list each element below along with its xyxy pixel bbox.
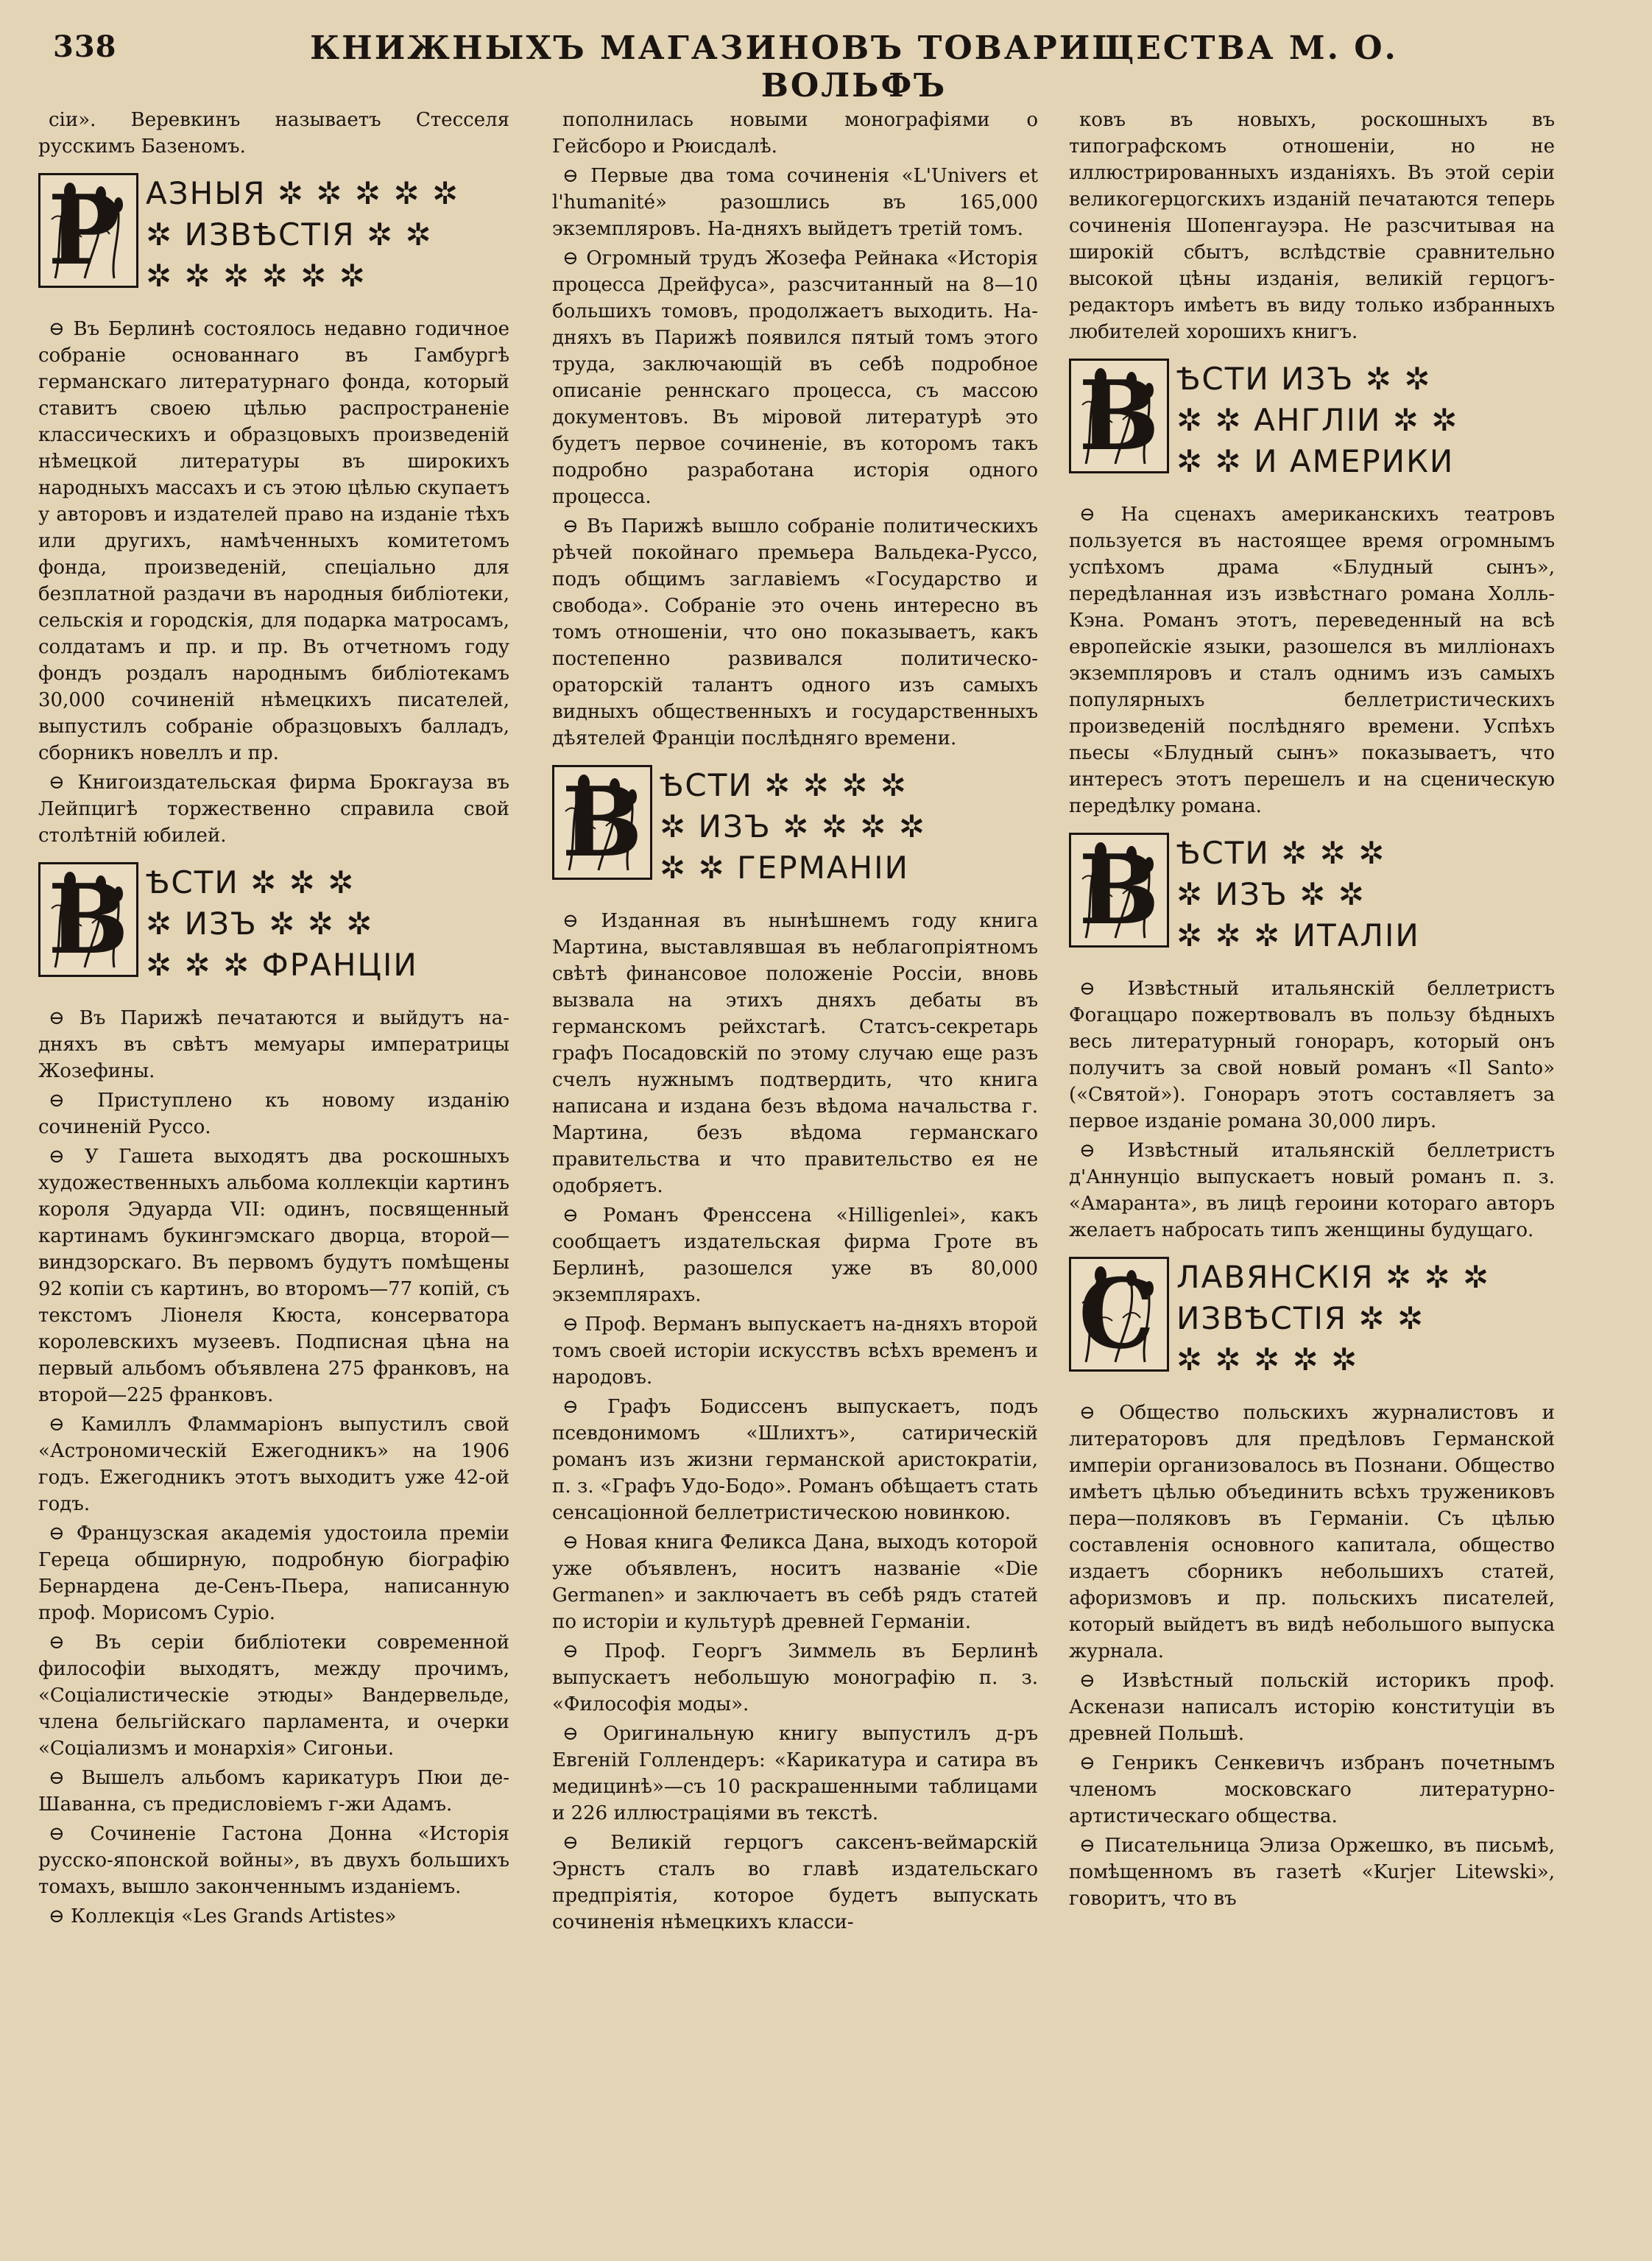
article-paragraph: ковъ въ новыхъ, роскошныхъ въ типографскомъ отношеніи, но не иллюстрированныхъ изданіяхъ. Въ этой серіи великогерцогскихъ изданій печатаются теперь сочиненія Шопенгауэра. Не разсчитывая на широкій сбытъ, вслѣдствіе сравнительно высокой цѣны изданія, великій герцогъ-редакторъ имѣетъ въ виду только избранныхъ любителей хорошихъ книгъ.	[1069, 109, 1555, 343]
heading-line: ✲ ✲ ГЕРМАНІИ	[660, 850, 909, 886]
article-paragraph: ⊖ У Гашета выходятъ два роскошныхъ художественныхъ альбома коллекціи картинъ короля Эдуарда VII: одинъ, посвященный картинамъ букингэмскаго дворца, второй—виндзорскаго. Въ первомъ будутъ помѣщены 92 копіи съ картинъ, во второмъ—77 копій, съ текстомъ Ліонеля Кюста, консерватора королевскихъ музеевъ. Подписная цѣна на первый альбомъ объявлена 275 франковъ, на второй—225 франковъ.	[38, 1146, 509, 1406]
article-paragraph: ⊖ Въ Берлинѣ состоялось недавно годичное собраніе основаннаго въ Гамбургѣ германскаго литературнаго фонда, который ставитъ своею цѣлью распространеніе классическихъ и образцовыхъ произведеній нѣмецкой литературы въ широкихъ народныхъ массахъ и съ этою цѣлью скупаетъ у авторовъ и издателей право на изданіе тѣхъ или другихъ, намѣченныхъ комитетомъ фонда, произведеній, спеціально для безплатной раздачи въ народныя библіотеки, сельскія и городскія, для подарка матросамъ, солдатамъ и пр. и пр. Въ отчетномъ году фондъ роздалъ народнымъ библіотекамъ 30,000 сочиненій нѣмецкихъ писателей, выпустилъ собраніе образцовыхъ балладъ, сборникъ новеллъ и пр.	[38, 318, 509, 764]
article-paragraph: ⊖ Вышелъ альбомъ карикатуръ Пюи де-Шаванна, съ предисловіемъ г-жи Адамъ.	[38, 1767, 509, 1816]
heading-line: ѢСТИ ✲ ✲ ✲ ✲	[660, 767, 908, 803]
column-2	[552, 107, 1038, 2242]
article-paragraph: ⊖ Огромный трудъ Жозефа Рейнака «Исторія процесса Дрейфуса», разсчитанный на 8—10 большихъ томовъ, продолжаетъ выходить. На-дняхъ въ Парижѣ появился пятый томъ этого труда, заключающій въ себѣ подробное описаніе реннскаго процесса, съ массою документовъ. Въ міровой литературѣ это будетъ первое сочиненіе, въ которомъ такъ подробно разработана исторія одного процесса.	[552, 247, 1038, 508]
article-paragraph: сіи». Веревкинъ называетъ Стесселя русскимъ Базеномъ.	[38, 109, 509, 158]
column-3	[1069, 107, 1555, 2242]
heading-line: ѢСТИ ✲ ✲ ✲	[1176, 835, 1386, 871]
article-paragraph: пополнилась новыми монографіями о Гейсборо и Рюисдалѣ.	[552, 109, 1038, 158]
section-heading	[1069, 359, 1555, 482]
section-heading	[38, 173, 509, 297]
article-paragraph: ⊖ Проф. Георгъ Зиммель въ Берлинѣ выпускаетъ небольшую монографію п. з. «Философія моды».	[552, 1640, 1038, 1715]
heading-line: ѢСТИ ИЗЪ ✲ ✲	[1176, 361, 1432, 397]
decorated-initial	[1069, 833, 1169, 948]
article-paragraph: ⊖ Изданная въ нынѣшнемъ году книга Мартина, выставлявшая въ неблагопріятномъ свѣтѣ финансовое положеніе Россіи, вновь вызвала на этихъ дняхъ дебаты въ германскомъ рейхстагѣ. Статсъ-секретарь графъ Посадовскій по этому случаю еще разъ счелъ нужнымъ подтвердить, что книга написана и издана безъ вѣдома начальства г. Мартина, безъ вѣдома германскаго правительства и что правительство ея не одобряетъ.	[552, 910, 1038, 1197]
initial-letter: В	[1079, 359, 1159, 472]
initial-letter: В	[1079, 833, 1159, 946]
page-number: 338	[53, 29, 117, 64]
decorated-initial	[552, 765, 652, 880]
decorated-initial	[1069, 1257, 1169, 1372]
article-paragraph: ⊖ Первые два тома сочиненія «L'Univers et l'humanité» разошлись въ 165,000 экземпляровъ. На-дняхъ выйдетъ третій томъ.	[552, 165, 1038, 240]
heading-line: ЛАВЯНСКІЯ ✲ ✲ ✲	[1176, 1259, 1491, 1295]
heading-line: АЗНЫЯ ✲ ✲ ✲ ✲ ✲	[146, 175, 460, 211]
heading-line: ✲ ИЗЪ ✲ ✲	[1176, 876, 1366, 912]
heading-line: ✲ ✲ АНГЛІИ ✲ ✲	[1176, 402, 1459, 438]
heading-line: ✲ ✲ ✲ ФРАНЦІИ	[146, 947, 418, 983]
section-heading	[1069, 833, 1555, 956]
decorated-initial	[38, 862, 138, 977]
article-paragraph: ⊖ Книгоиздательская фирма Брокгауза въ Лейпцигѣ торжественно справила свой столѣтній юбилей.	[38, 772, 509, 847]
initial-letter: С	[1079, 1258, 1155, 1370]
heading-line: ✲ ✲ ✲ ИТАЛІИ	[1176, 917, 1420, 953]
heading-lines	[1176, 833, 1555, 956]
article-paragraph: ⊖ Въ серіи библіотеки современной философіи выходятъ, между прочимъ, «Соціалистическіе этюды» Вандервельде, члена бельгійскаго парламента, и очерки «Соціализмъ и монархія» Сигоньи.	[38, 1632, 509, 1760]
heading-lines	[1176, 1257, 1555, 1380]
initial-letter: Р	[48, 174, 120, 286]
heading-lines	[1176, 359, 1555, 482]
section-heading	[552, 765, 1038, 889]
article-paragraph: ⊖ Французская академія удостоила преміи Гереца обширную, подробную біографію Бернардена де-Сенъ-Пьера, написанную проф. Морисомъ Суріо.	[38, 1523, 509, 1624]
article-paragraph: ⊖ Великій герцогъ саксенъ-веймарскій Эрнстъ сталъ во главѣ издательскаго предпріятія, которое будетъ выпускать сочиненія нѣмецкихъ класси-	[552, 1832, 1038, 1933]
article-paragraph: ⊖ Въ Парижѣ печатаются и выйдутъ на-дняхъ въ свѣтъ мемуары императрицы Жозефины.	[38, 1007, 509, 1082]
article-paragraph: ⊖ Общество польскихъ журналистовъ и литераторовъ для предѣловъ Германской имперіи организовалось въ Познани. Общество имѣетъ цѣлью объединить всѣхъ тружениковъ пера—поляковъ въ Германіи. Съ цѣлью составленія основного капитала, общество издаетъ сборникъ небольшихъ статей, афоризмовъ и пр. польскихъ писателей, который выйдетъ въ видѣ небольшого выпуска журнала.	[1069, 1402, 1555, 1662]
article-paragraph: ⊖ Приступлено къ новому изданію сочиненій Руссо.	[38, 1090, 509, 1138]
article-paragraph: ⊖ Писательница Элиза Оржешко, въ письмѣ, помѣщенномъ въ газетѣ «Kurjer Litewski», говоритъ, что въ	[1069, 1835, 1555, 1910]
heading-line: ИЗВѢСТІЯ ✲ ✲	[1176, 1300, 1425, 1336]
article-paragraph: ⊖ Оригинальную книгу выпустилъ д-ръ Евгеній Голлендеръ: «Карикатура и сатира въ медицинѣ»—съ 10 раскрашенными таблицами и 226 иллюстраціями въ текстѣ.	[552, 1723, 1038, 1824]
article-paragraph: ⊖ Извѣстный итальянскій беллетристъ Фогаццаро пожертвовалъ въ пользу бѣдныхъ весь литературный гонораръ, который онъ получитъ за свой новый романъ «Il Santo» («Святой»). Гонораръ этотъ составляетъ за первое изданіе романа 30,000 лиръ.	[1069, 978, 1555, 1132]
article-paragraph: ⊖ На сценахъ американскихъ театровъ пользуется въ настоящее время огромнымъ успѣхомъ драма «Блудный сынъ», передѣланная изъ извѣстнаго романа Холль-Кэна. Романъ этотъ, переведенный на всѣ европейскіе языки, разошелся въ милліонахъ экземпляровъ и сталъ однимъ изъ самыхъ популярныхъ беллетристическихъ произведеній послѣдняго времени. Успѣхъ пьесы «Блудный сынъ» показываетъ, что интересъ этотъ перешелъ и на сценическую передѣлку романа.	[1069, 504, 1555, 817]
heading-lines	[146, 173, 509, 297]
section-heading	[1069, 1257, 1555, 1380]
article-paragraph: ⊖ Камиллъ Фламмаріонъ выпустилъ свой «Астрономическій Ежегодникъ» на 1906 годъ. Ежегодникъ этотъ выходитъ уже 42-ой годъ.	[38, 1414, 509, 1515]
initial-letter: В	[48, 863, 129, 976]
heading-lines	[660, 765, 1038, 889]
article-paragraph: ⊖ Сочиненіе Гастона Донна «Исторія русско-японской войны», въ двухъ большихъ томахъ, вышло законченнымъ изданіемъ.	[38, 1823, 509, 1898]
heading-line: ✲ ИЗЪ ✲ ✲ ✲ ✲	[660, 808, 927, 844]
heading-lines	[146, 862, 509, 986]
initial-letter: В	[562, 766, 643, 878]
decorated-initial	[38, 173, 138, 288]
article-paragraph: ⊖ Извѣстный итальянскій беллетристъ д'Аннунціо выпускаетъ новый романъ п. з. «Амаранта», въ лицѣ героини котораго авторъ желаетъ набросать типъ женщины будущаго.	[1069, 1140, 1555, 1241]
decorated-initial	[1069, 359, 1169, 473]
article-paragraph: ⊖ Генрикъ Сенкевичъ избранъ почетнымъ членомъ московскаго литературно-артистическаго общества.	[1069, 1752, 1555, 1827]
article-paragraph: ⊖ Коллекція «Les Grands Artistes»	[49, 1905, 397, 1927]
column-1	[38, 107, 509, 2242]
article-paragraph: ⊖ Въ Парижѣ вышло собраніе политическихъ рѣчей покойнаго премьера Вальдека-Руссо, подъ общимъ заглавіемъ «Государство и свобода». Собраніе это очень интересно въ томъ отношеніи, что оно показываетъ, какъ постепенно развивался политическо-ораторскій талантъ одного изъ самыхъ видныхъ общественныхъ и государственныхъ дѣятелей Франціи послѣдняго времени.	[552, 515, 1038, 749]
article-paragraph: ⊖ Романъ Френссена «Hilligenlei», какъ сообщаетъ издательская фирма Гроте въ Берлинѣ, разошелся уже въ 80,000 экземплярахъ.	[552, 1204, 1038, 1306]
heading-line: ✲ ИЗВѢСТІЯ ✲ ✲	[146, 216, 433, 253]
running-header: КНИЖНЫХЪ МАГАЗИНОВЪ ТОВАРИЩЕСТВА М. О. ВОЛЬФЪ	[310, 29, 1398, 105]
heading-line: ✲ ✲ ✲ ✲ ✲ ✲	[146, 258, 367, 294]
heading-line: ѢСТИ ✲ ✲ ✲	[146, 864, 356, 900]
heading-line: ✲ ✲ И АМЕРИКИ	[1176, 443, 1455, 479]
article-paragraph: ⊖ Проф. Верманъ выпускаетъ на-дняхъ второй томъ своей исторіи искусствъ всѣхъ временъ и народовъ.	[552, 1313, 1038, 1389]
article-paragraph: ⊖ Графъ Бодиссенъ выпускаетъ, подъ псевдонимомъ «Шлихтъ», сатирическій романъ изъ жизни германской аристократіи, п. з. «Графъ Удо-Бодо». Романъ обѣщаетъ стать сенсаціонной беллетристическою новинкою.	[552, 1396, 1038, 1524]
section-heading	[38, 862, 509, 986]
heading-line: ✲ ИЗЪ ✲ ✲ ✲	[146, 906, 374, 942]
article-paragraph: ⊖ Извѣстный польскій историкъ проф. Аскенази написалъ исторію конституціи въ древней Польшѣ.	[1069, 1670, 1555, 1745]
heading-line: ✲ ✲ ✲ ✲ ✲	[1176, 1341, 1359, 1378]
article-paragraph: ⊖ Новая книга Феликса Дана, выходъ которой уже объявленъ, носитъ названіе «Die Germanen» и заключаетъ въ себѣ рядъ статей по исторіи и культурѣ древней Германіи.	[552, 1531, 1038, 1633]
